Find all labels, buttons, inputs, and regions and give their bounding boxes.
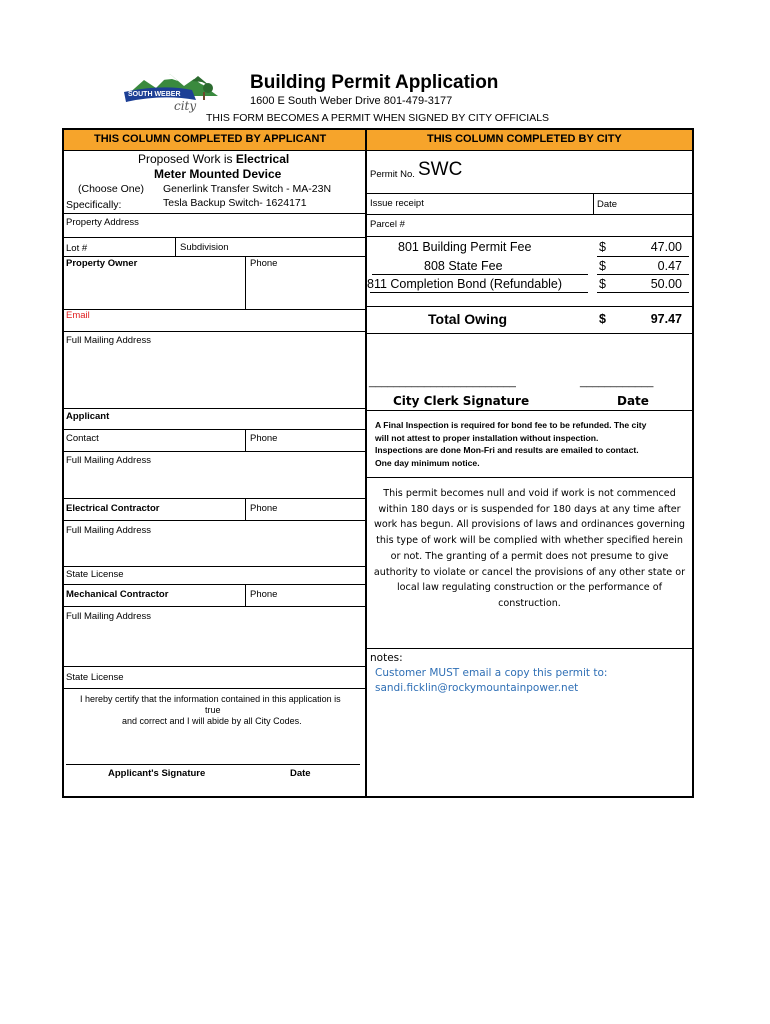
city-clerk-signature-label: City Clerk Signature	[393, 394, 530, 408]
logo-script: city	[174, 99, 197, 113]
electrical-mailing-address-label: Full Mailing Address	[66, 525, 152, 536]
choose-one-label: (Choose One)	[78, 183, 144, 195]
fee-building-label: 801 Building Permit Fee	[398, 240, 532, 254]
fee-bond-label: 811 Completion Bond (Refundable)	[367, 277, 563, 291]
parcel-label: Parcel #	[370, 219, 405, 230]
applicant-column-header: THIS COLUMN COMPLETED BY APPLICANT	[64, 130, 365, 151]
city-logo	[122, 70, 222, 116]
property-owner-label: Property Owner	[66, 258, 138, 269]
electrical-state-license-label: State License	[66, 569, 124, 580]
proposed-work-label: Proposed Work is Electrical	[138, 152, 290, 166]
applicant-mailing-address-label: Full Mailing Address	[66, 455, 152, 466]
specifically-line2[interactable]: Tesla Backup Switch- 1624171	[163, 197, 307, 209]
specifically-label: Specifically:	[66, 199, 122, 211]
owner-mailing-address-label: Full Mailing Address	[66, 335, 152, 346]
clerk-date-label: Date	[617, 394, 649, 408]
fee-building-currency: $	[599, 240, 606, 254]
fee-state-label: 808 State Fee	[424, 259, 503, 273]
mechanical-contractor-phone-label: Phone	[250, 589, 278, 600]
property-address-label: Property Address	[66, 217, 139, 228]
certify-line1: I hereby certify that the information contained in this application is	[80, 694, 341, 704]
total-owing-label: Total Owing	[428, 311, 508, 327]
total-owing-amount: 97.47	[650, 312, 682, 326]
fee-state-amount: 0.47	[657, 259, 682, 273]
city-column-header: THIS COLUMN COMPLETED BY CITY	[367, 130, 692, 151]
clerk-date-line[interactable]: ____________	[580, 376, 654, 388]
final-inspection-note: A Final Inspection is required for bond fee to be refunded. The city will not attest to proper installation without inspection. Inspections are done Mon-Fri and results are emailed to contact. One day minimum notice.	[375, 420, 647, 468]
certify-line2: true	[205, 705, 221, 715]
fee-bond-currency: $	[599, 277, 606, 291]
applicant-signature-line[interactable]	[66, 764, 360, 765]
lot-label: Lot #	[66, 243, 88, 254]
issue-date-label: Date	[597, 199, 618, 210]
subdivision-label: Subdivision	[180, 242, 229, 253]
fee-state-currency: $	[599, 259, 606, 273]
electrical-contractor-phone-label: Phone	[250, 503, 278, 514]
city-address: 1600 E South Weber Drive 801-479-3177	[250, 95, 453, 107]
mechanical-state-license-label: State License	[66, 672, 124, 683]
page-title: Building Permit Application	[250, 72, 499, 93]
permit-no-label: Permit No.	[370, 169, 415, 180]
mechanical-contractor-label: Mechanical Contractor	[66, 589, 169, 600]
applicant-date-label: Date	[290, 768, 311, 779]
certify-line3: and correct and I will abide by all City Codes.	[122, 716, 302, 726]
total-owing-currency: $	[599, 312, 606, 326]
clerk-signature-line[interactable]: ________________________	[369, 376, 516, 388]
permit-no-value: SWC	[418, 159, 463, 180]
email-label: Email	[66, 310, 90, 321]
proposed-work-value: Electrical	[235, 152, 290, 166]
notes-line1: Customer MUST email a copy this permit to:	[375, 667, 608, 679]
mechanical-mailing-address-label: Full Mailing Address	[66, 611, 152, 622]
form-notice: THIS FORM BECOMES A PERMIT WHEN SIGNED BY CITY OFFICIALS	[206, 112, 550, 124]
applicant-signature-label: Applicant's Signature	[108, 768, 206, 779]
contact-label: Contact	[66, 433, 99, 444]
notes-label: notes:	[370, 652, 403, 664]
electrical-contractor-label: Electrical Contractor	[66, 503, 160, 514]
applicant-label: Applicant	[66, 411, 110, 422]
fee-bond-amount: 50.00	[650, 277, 682, 291]
specifically-line1[interactable]: Generlink Transfer Switch - MA-23N	[163, 183, 332, 195]
logo-text: SOUTH WEBER	[128, 91, 181, 98]
proposed-work-detail: Meter Mounted Device	[154, 167, 282, 181]
notes-email[interactable]: sandi.ficklin@rockymountainpower.net	[375, 682, 579, 694]
permit-void-clause: This permit becomes null and void if work is not commenced within 180 days or is suspended for 180 days at any time after work has begun. All provisions of laws and ordinances governing this type of work will be complied with whether specified herein or not. The granting of a permit does not presume to give authority to violate or cancel the provisions of any other state or local law regulating construction or the performance of construction.	[373, 488, 686, 609]
fee-building-amount: 47.00	[650, 240, 682, 254]
property-owner-phone-label: Phone	[250, 258, 278, 269]
issue-receipt-label: Issue receipt	[370, 198, 424, 209]
contact-phone-label: Phone	[250, 433, 278, 444]
